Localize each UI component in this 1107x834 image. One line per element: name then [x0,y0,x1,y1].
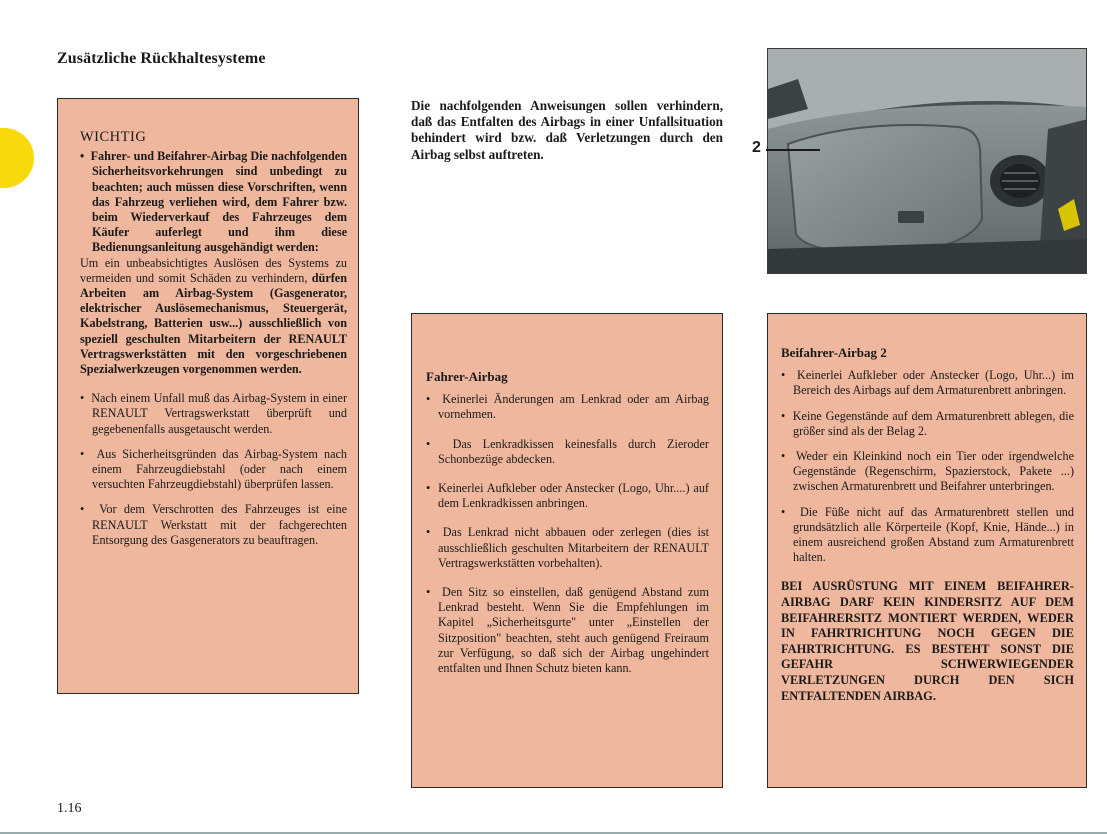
driver-airbag-box [411,313,723,788]
driver-bullet: • Das Lenkradkissen keinesfalls durch Zieroder Schonbezüge abdecken. [426,437,709,467]
warning-paragraph-normal: Um ein unbeabsichtigtes Auslösen des Systems zu vermeiden und somit Schäden zu verhindern, [80,255,347,285]
child-seat-warning: BEI AUSRÜSTUNG MIT EINEM BEIFAHRER-AIRBAG DARF KEIN KINDERSITZ AUF DEM BEIFAHRERSITZ MONTIERT WERDEN, WEDER IN FAHRTRICHTUNG NOCH GEGEN DIE FAHRTRICHTUNG. ES BESTEHT SONST DIE GEFAHR SCHWERWIEGENDER VERLETZUNGEN DURCH DEN SICH ENTFALTENDEN AIRBAG. [781,579,1074,703]
section-marker-tab [0,128,34,188]
callout-leader-line [766,149,820,151]
warning-box [57,98,359,694]
driver-bullet: • Keinerlei Aufkleber oder Anstecker (Logo, Uhr....) auf dem Lenkradkissen anbringen. [426,481,709,511]
passenger-bullet: • Weder ein Kleinkind noch ein Tier oder irgendwelche Gegenstände (Regenschirm, Spazierstock, Pakete ...) zwischen Armaturenbrett und Beifahrer unterbringen. [781,449,1074,495]
passenger-bullet: • Keinerlei Aufkleber oder Anstecker (Logo, Uhr...) im Bereich des Airbags auf dem Armaturenbrett anbringen. [781,368,1074,398]
driver-bullet: • Den Sitz so einstellen, daß genügend Abstand zum Lenkrad besteht. Wenn Sie die Empfehlungen im Kapitel „Sicherheitsgurte" unter „Einstellen der Sitzposition" beachten, steht auch genügend Freiraum zur Verfügung, so daß sich der Airbag ungehindert entfalten und Ihnen Schutz bieten kann. [426,585,709,676]
passenger-airbag-box [767,313,1087,788]
intro-text: Die nachfolgenden Anweisungen sollen verhindern, daß das Entfalten des Airbags in einer Unfallsituation behindert wird bzw. daß Verletzungen durch den Airbag selbst auftreten. [411,98,723,162]
warning-bullet: • Aus Sicherheitsgründen das Airbag-System nach einem Fahrzeugdiebstahl (oder nach einem versuchten Fahrzeugdiebstahl) überprüfen lassen. [80,447,347,493]
warning-bullet: • Vor dem Verschrotten des Fahrzeuges ist eine RENAULT Werkstatt mit der fachgerechten Entsorgung des Gasgenerators zu beauftragen. [80,502,347,548]
passenger-airbag-title: Beifahrer-Airbag 2 [781,345,887,360]
driver-bullet: • Keinerlei Änderungen am Lenkrad oder am Airbag vornehmen. [426,392,709,422]
warning-paragraph [80,256,347,378]
warning-paragraph-bold: dürfen Arbeiten am Airbag-System (Gasgenerator, elektrischer Auslösemechanismus, Steuergerät, Kabelstrang, Batterien usw...) ausschließlich von speziell geschulten Mitarbeitern der RENAULT Vertragswerkstätten mit den vorgeschriebenen Spezialwerkzeugen vorgenommen werden. [80,270,347,377]
warning-bullet: • Nach einem Unfall muß das Airbag-System in einer RENAULT Vertragswerkstatt überprüft und gegebenenfalls ausgetauscht werden. [80,391,347,437]
passenger-bullet: • Die Füße nicht auf das Armaturenbrett stellen und grundsätzlich alle Körperteile (Kopf, Knie, Hände...) in einem ausreichend großen Abstand zum Armaturenbrett halten. [781,505,1074,566]
passenger-bullet: • Keine Gegenstände auf dem Armaturenbrett ablegen, die größer sind als der Belag 2. [781,409,1074,439]
page-title: Zusätzliche Rückhaltesysteme [57,50,266,67]
callout-label-2: 2 [752,139,761,156]
dashboard-illustration [768,49,1087,274]
driver-airbag-title: Fahrer-Airbag [426,369,508,384]
driver-bullet: • Das Lenkrad nicht abbauen oder zerlegen (dies ist ausschließlich geschulten Mitarbeitern der RENAULT Vertragswerkstätten vorbehalten). [426,525,709,571]
dashboard-photo [767,48,1087,274]
warning-intro: • Fahrer- und Beifahrer-Airbag Die nachfolgenden Sicherheitsvorkehrungen sind unbedingt zu beachten; auch müssen diese Vorschriften, wenn das Fahrzeug verliehen wird, dem Fahrer bzw. beim Wiederverkauf des Fahrzeuges dem Käufer auferlegt und ihm diese Bedienungsanleitung ausgehändigt werden: [80,149,347,255]
page-number: 1.16 [57,801,82,816]
warning-heading: WICHTIG [80,129,147,145]
